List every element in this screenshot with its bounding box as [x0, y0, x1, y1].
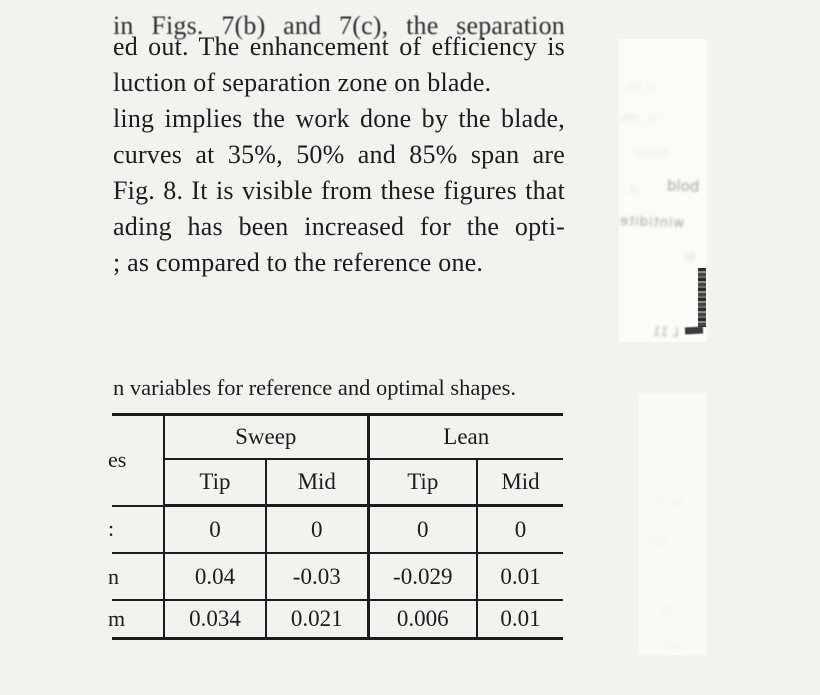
- text-line: ading has been increased for the opti-: [113, 212, 565, 241]
- design-variables-table-grid: [108, 413, 563, 640]
- text-line: ; as compared to the reference one.: [113, 248, 484, 277]
- bleedthrough-smudge: L 11: [652, 324, 680, 340]
- text-line-clipped: [113, 8, 565, 40]
- cell-lean-mid: 0.01: [477, 553, 563, 600]
- cell-sweep-mid: -0.03: [266, 553, 368, 600]
- text-line: luction of separation zone on blade.: [113, 68, 492, 97]
- bleedthrough-smudge: lk: [658, 604, 672, 622]
- subheader-sweep-tip: Tip: [164, 459, 266, 506]
- bleedthrough-smudge: 9/: [684, 250, 696, 265]
- scan-artifact-block-top: [619, 39, 707, 342]
- subheader-sweep-mid: Mid: [266, 459, 368, 506]
- scan-artifact-block-bottom: [639, 393, 707, 655]
- group-header-lean: Lean: [368, 415, 563, 460]
- table-row: [112, 600, 563, 639]
- cell-lean-tip: 0.006: [368, 600, 477, 639]
- cell-sweep-mid: 0.021: [266, 600, 368, 639]
- bleedthrough-smudge: = ,rw: [620, 110, 660, 128]
- row-label-fragment: m: [112, 600, 164, 639]
- bleedthrough-smudge: u .: [620, 180, 640, 198]
- bleedthrough-smudge: zs~: [640, 532, 668, 550]
- text-line: Fig. 8. It is visible from these figures that: [113, 176, 565, 205]
- row-label-fragment: n: [112, 553, 164, 600]
- bleedthrough-smudge: bold: [666, 176, 700, 196]
- bleedthrough-smudge: wintidite: [618, 213, 685, 232]
- bleedthrough-smudge: nvl: [664, 637, 687, 655]
- cell-lean-mid: 0: [477, 506, 563, 554]
- row-label-fragment: :: [112, 506, 164, 554]
- text-line: curves at 35%, 50% and 85% span are: [113, 140, 565, 169]
- group-header-sweep: Sweep: [164, 415, 368, 460]
- cell-sweep-tip: 0.034: [164, 600, 266, 639]
- stub-header-fragment: es: [112, 415, 164, 506]
- cell-lean-mid: 0.01: [477, 600, 563, 639]
- cell-sweep-tip: 0: [164, 506, 266, 554]
- text-line: ed out. The enhancement of efficiency is: [113, 32, 565, 61]
- article-text-column: [113, 11, 565, 281]
- text-line: ling implies the work done by the blade,: [113, 104, 565, 133]
- bleedthrough-smudge: c rn: [626, 78, 654, 96]
- scan-gradient-strip: [698, 268, 706, 326]
- table-caption: n variables for reference and optimal shapes.: [113, 375, 516, 400]
- bleedthrough-smudge: iu m: [652, 492, 685, 510]
- design-variables-table: [108, 413, 563, 640]
- cell-sweep-mid: 0: [266, 506, 368, 554]
- subheader-lean-tip: Tip: [368, 459, 477, 506]
- table-row: [112, 553, 563, 600]
- text-line-clipped-content: in Figs. 7(b) and 7(c), the separation: [113, 11, 565, 40]
- cell-lean-tip: 0: [368, 506, 477, 554]
- cell-lean-tip: -0.029: [368, 553, 477, 600]
- cell-sweep-tip: 0.04: [164, 553, 266, 600]
- subheader-lean-mid: Mid: [477, 459, 563, 506]
- table-row: [112, 506, 563, 554]
- scan-dark-mark: [685, 327, 703, 335]
- bleedthrough-smudge: zcnv: [636, 144, 670, 162]
